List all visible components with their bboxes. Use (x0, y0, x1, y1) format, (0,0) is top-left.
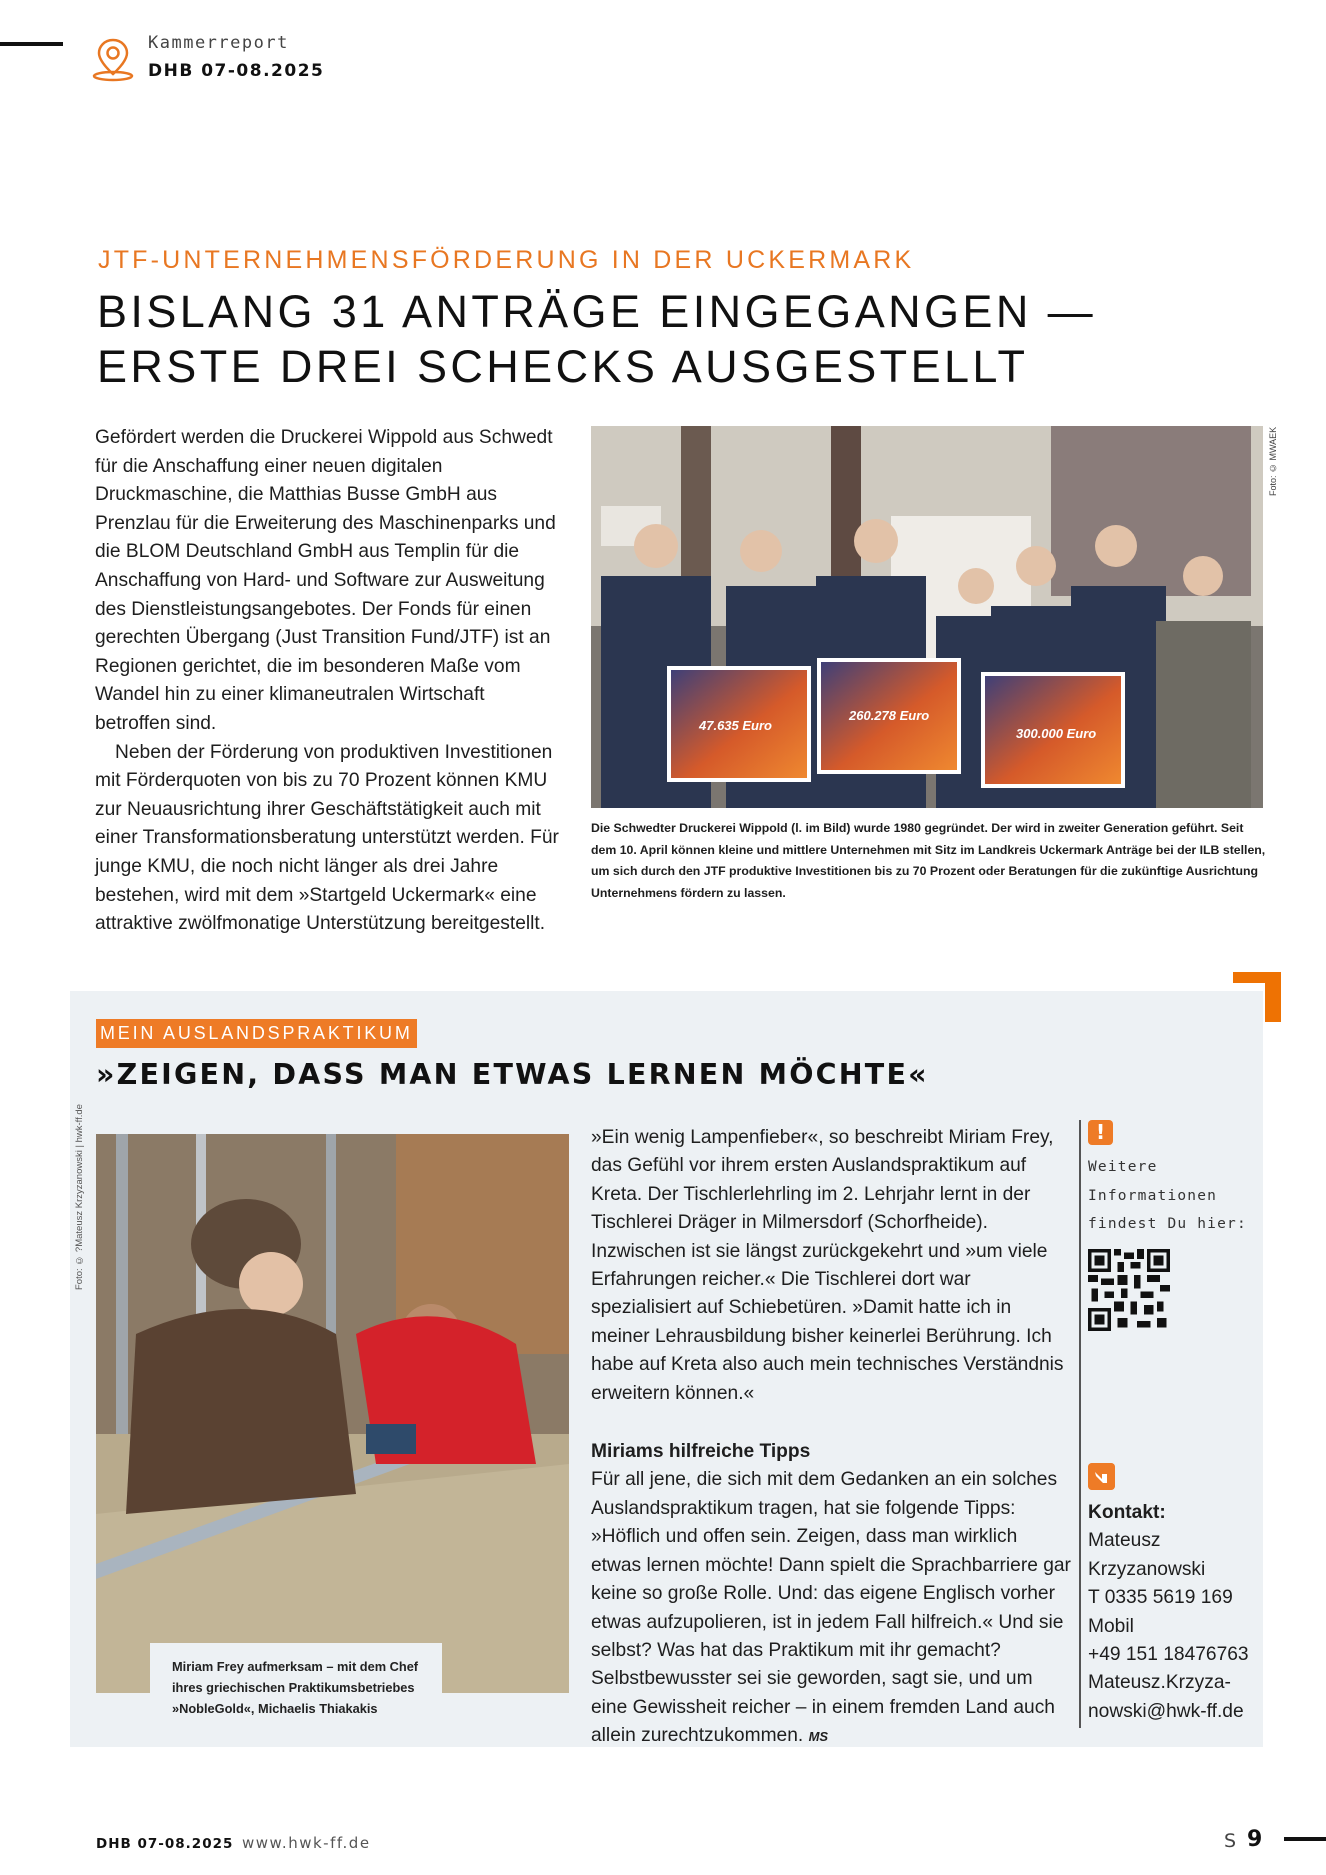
photo-credit: Foto: © ?Mateusz Krzyzanowski | hwk-ff.de (74, 1104, 85, 1290)
article-body (95, 424, 565, 939)
footer-rule (1284, 1837, 1326, 1841)
photo-illustration (96, 1134, 569, 1693)
info-line: findest Du hier: (1088, 1216, 1247, 1232)
article-headline (97, 284, 1096, 394)
contact-email[interactable]: nowski@hwk-ff.de (1088, 1700, 1244, 1722)
contact-line: Krzyzanowski (1088, 1558, 1206, 1580)
box-subheading: Miriams hilfreiche Tipps (591, 1441, 811, 1463)
info-line: Informationen (1088, 1187, 1218, 1204)
headline-line-2: ERSTE DREI SCHECKS AUSGESTELLT (97, 341, 1029, 392)
contact-label: Kontakt: (1088, 1502, 1166, 1523)
column-divider (1079, 1120, 1081, 1728)
article-kicker: JTF-UNTERNEHMENSFÖRDERUNG IN DER UCKERMARK (98, 246, 915, 274)
photo-credit: Foto: © MWAEK (1268, 426, 1278, 496)
contact-line: Mobil (1088, 1615, 1134, 1637)
photo-illustration (591, 426, 1263, 808)
corner-accent (1233, 972, 1281, 1022)
contact-email[interactable]: Mateusz.Krzyza- (1088, 1672, 1231, 1694)
footer-url-link[interactable]: www.hwk-ff.de (242, 1834, 371, 1852)
check-presentation-photo (591, 426, 1263, 808)
photo-caption: Miriam Frey aufmerksam – mit dem Chef ihres griechischen Praktikumsbetriebes »NobleGold«, Michaelis Thiakakis (150, 1643, 442, 1706)
box-body (591, 1124, 1071, 1752)
info-sidebar (1088, 1120, 1263, 1336)
issue-label: DHB 07-08.2025 (148, 61, 325, 81)
contact-phone[interactable]: T 0335 5619 169 (1088, 1587, 1233, 1609)
page-prefix: S (1224, 1830, 1237, 1852)
qr-code-icon[interactable] (1088, 1249, 1170, 1331)
section-label: Kammerreport (148, 33, 289, 53)
contact-mobile[interactable]: +49 151 18476763 (1088, 1644, 1249, 1666)
contact-text (1088, 1499, 1263, 1726)
check-amount: 300.000 Euro (1016, 726, 1097, 741)
contact-line: Mateusz (1088, 1530, 1161, 1552)
info-line: Weitere (1088, 1159, 1158, 1175)
box-headline: »ZEIGEN, DASS MAN ETWAS LERNEN MÖCHTE« (96, 1058, 929, 1091)
info-text (1088, 1153, 1263, 1239)
box-paragraph (591, 1466, 1071, 1751)
tips-text: Für all jene, die sich mit dem Gedanken an ein solches Auslandspraktikum tragen, hat sie folgende Tipps: »Höflich und offen sein. Zeigen, dass man wirklich etwas lernen möchte! Dann spielt die Sprachbarriere gar keine so große Rolle. Und: das eigene Englisch vorher etwas aufzupolieren, ist in jedem Fall hilfreich.« Und sie selbst? Was hat das Praktikum mit ihr gemacht? Selbstbewusster sei sie geworden, sagt sie, und um eine Gewissheit reicher – in einem fremden Land auch allein zurechtzukommen. (591, 1469, 1071, 1747)
arrow-down-right-icon (1088, 1463, 1115, 1490)
workshop-photo (96, 1134, 569, 1693)
check-amount: 47.635 Euro (699, 718, 772, 733)
article-paragraph: Neben der Förderung von produktiven Investitionen mit Förderquoten von bis zu 70 Prozent können KMU zur Neuausrichtung ihrer Geschäftstätigkeit auch mit einer Transformationsberatung unterstützt werden. Für junge KMU, die noch nicht länger als drei Jahre bestehen, wird mit dem »Startgeld Uckermark« eine attraktive zwölfmonatige Unterstützung bereitgestellt. (95, 741, 559, 935)
footer-issue: DHB 07-08.2025 (96, 1836, 234, 1852)
box-paragraph: »Ein wenig Lampenfieber«, so beschreibt Miriam Frey, das Gefühl vor ihrem ersten Auslandspraktikum auf Kreta. Der Tischlerlehrling im 2. Lehrjahr lernt in der Tischlerei Dräger in Milmersdorf (Schorfheide). Inzwischen ist sie längst zurückgekehrt und »um viele Erfahrungen reicher.« Die Tischlerei dort war spezialisiert auf Schiebetüren. »Damit hatte ich in meiner Lehrausbildung bisher keinerlei Berührung. Ich habe auf Kreta also auch mein technisches Verständnis erweitern können.« (591, 1127, 1064, 1404)
location-pin-icon (92, 36, 134, 82)
article-paragraph: Gefördert werden die Druckerei Wippold aus Schwedt für die Anschaffung einer neuen digitalen Druckmaschine, die Matthias Busse GmbH aus Prenzlau für die Erweiterung des Maschinenparks und die BLOM Deutschland GmbH aus Templin für die Anschaffung von Hard- und Software zur Ausweitung des Dienstleistungsangebotes. Der Fonds für einen gerechten Übergang (Just Transition Fund/JTF) ist an Regionen gerichtet, die im besonderen Maße vom Wandel hin zu einer klimaneutralen Wirtschaft betroffen sind. (95, 427, 556, 734)
author-initials: MS (808, 1729, 829, 1745)
rubric-tag: MEIN AUSLANDSPRAKTIKUM (96, 1019, 417, 1048)
page-number: 9 (1247, 1827, 1263, 1852)
photo-caption: Die Schwedter Druckerei Wippold (l. im Bild) wurde 1980 gegründet. Der wird in zweiter Generation geführt. Seit dem 10. April können kleine und mittlere Unternehmen mit Sitz im Landkreis Uckermark Anträge bei der ILB stellen, um sich durch den JTF produktive Investitionen bis zu 70 Prozent oder Beratungen für die zukünftige Ausrichtung Unternehmens fördern zu lassen. (591, 821, 1266, 900)
headline-line-1: BISLANG 31 ANTRÄGE EINGEGANGEN — (97, 286, 1097, 337)
header-rule (0, 42, 63, 46)
check-amount: 260.278 Euro (849, 708, 930, 723)
contact-block (1088, 1463, 1263, 1726)
exclamation-icon: ! (1088, 1120, 1113, 1145)
